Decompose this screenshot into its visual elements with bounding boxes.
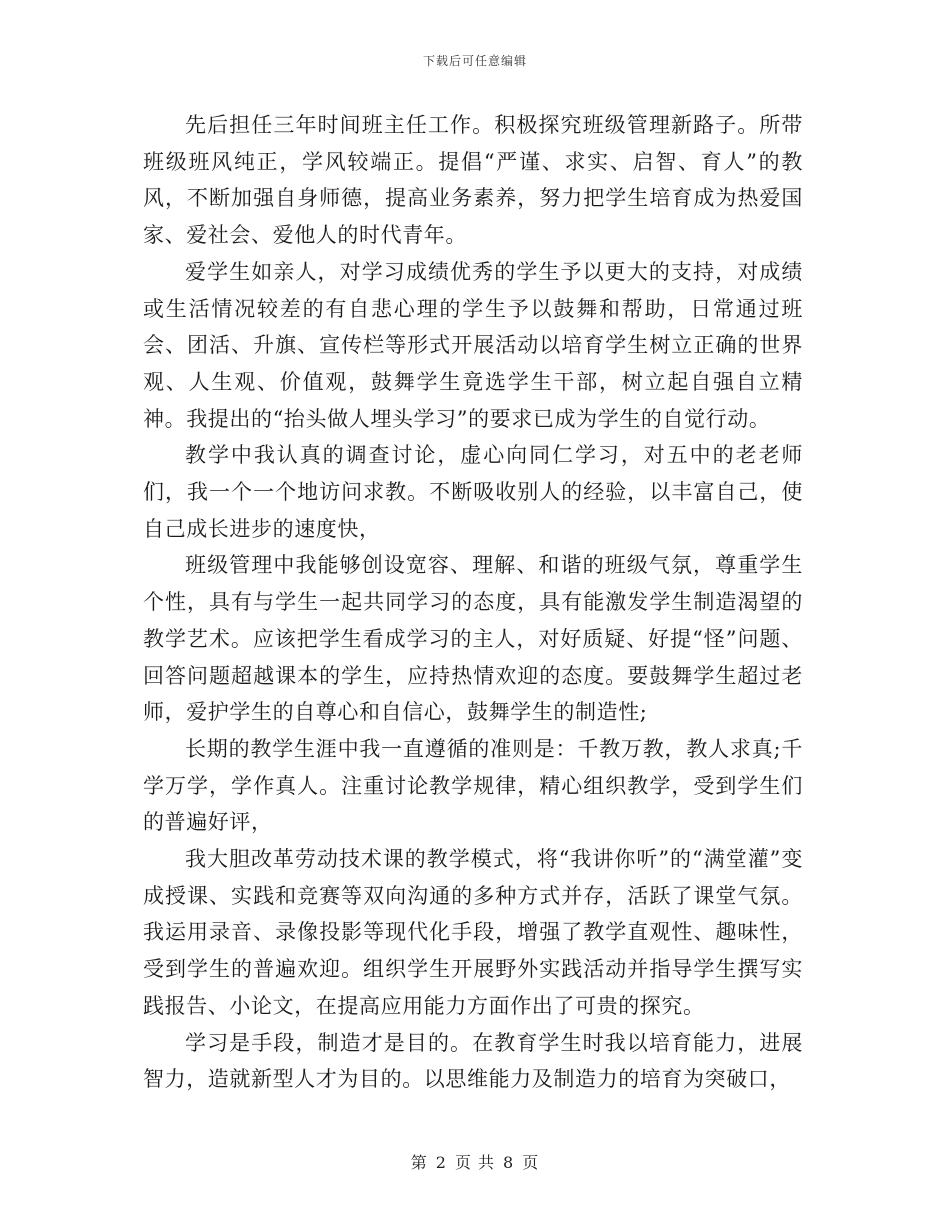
download-note: 下载后可任意编辑 <box>422 54 527 68</box>
footer-prefix: 第 <box>410 1153 428 1172</box>
document-body <box>143 107 803 1098</box>
paragraph: 教学中我认真的调查讨论，虚心向同仁学习，对五中的老老师们，我一个一个地访问求教。不断吸收别人的经验，以丰富自己，使自己成长进步的速度快， <box>143 443 803 541</box>
footer-middle: 页 共 <box>454 1153 496 1172</box>
paragraph: 班级管理中我能够创设宽容、理解、和谐的班级气氛，尊重学生个性，具有与学生一起共同学习的态度，具有能激发学生制造渴望的教学艺术。应该把学生看成学习的主人，对好质疑、好提“怪”问题、回答问题超越课本的学生，应持热情欢迎的态度。要鼓舞学生超过老师，爱护学生的自尊心和自信心，鼓舞学生的制造性; <box>143 553 803 725</box>
paragraph: 爱学生如亲人，对学习成绩优秀的学生予以更大的支持，对成绩或生活情况较差的有自悲心理的学生予以鼓舞和帮助，日常通过班会、团活、升旗、宣传栏等形式开展活动以培育学生树立正确的世界观、人生观、价值观，鼓舞学生竟选学生干部，树立起自强自立精神。我提出的“抬头做人埋头学习”的要求已成为学生的自觉行动。 <box>143 259 803 431</box>
page-footer <box>0 1150 950 1173</box>
paragraph: 学习是手段，制造才是目的。在教育学生时我以培育能力，进展智力，造就新型人才为目的。以思维能力及制造力的培育为突破口， <box>143 1030 803 1092</box>
footer-suffix: 页 <box>522 1153 540 1172</box>
paragraph: 我大胆改革劳动技术课的教学模式，将“我讲你听”的“满堂灌”变成授课、实践和竞赛等双向沟通的多种方式并存，活跃了课堂气氛。我运用录音、录像投影等现代化手段，增强了教学直观性、趣味性，受到学生的普遍欢迎。组织学生开展野外实践活动并指导学生撰写实践报告、小论文，在提高应用能力方面作出了可贵的探究。 <box>143 847 803 1018</box>
current-page-number: 2 <box>435 1153 447 1172</box>
paragraph: 先后担任三年时间班主任工作。积极探究班级管理新路子。所带班级班风纯正，学风较端正。提倡“严谨、求实、启智、育人”的教风，不断加强自身师德，提高业务素养，努力把学生培育成为热爱国家、爱社会、爱他人的时代青年。 <box>143 113 803 248</box>
total-page-count: 8 <box>503 1153 515 1172</box>
paragraph: 长期的教学生涯中我一直遵循的准则是：千教万教，教人求真;千学万学，学作真人。注重讨论教学规律，精心组织教学，受到学生们的普遍好评， <box>143 736 803 835</box>
